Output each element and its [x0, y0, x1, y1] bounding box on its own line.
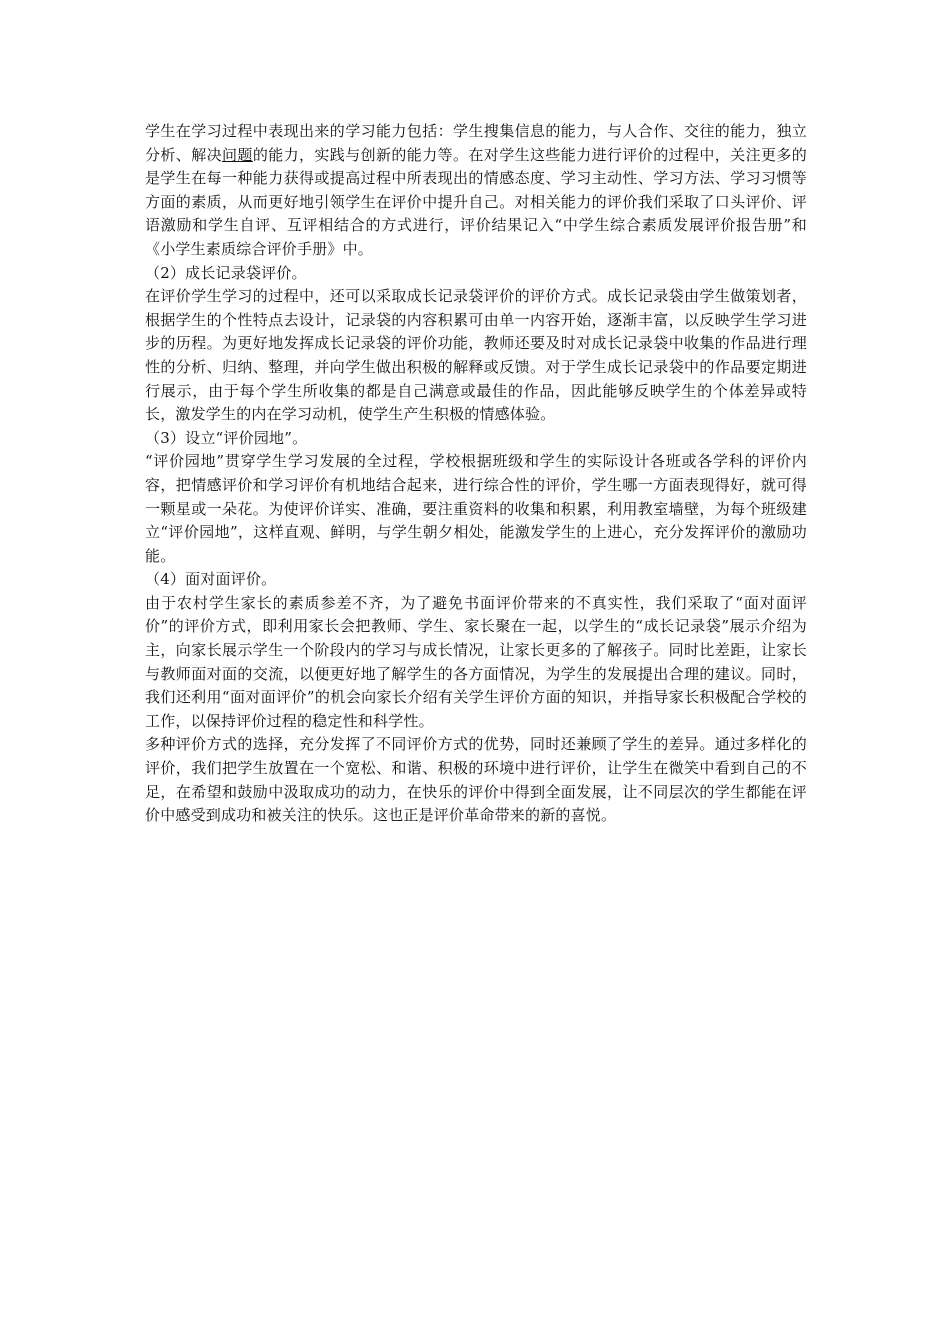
section-heading-evaluation-garden: （3）设立“评价园地”。	[145, 428, 308, 447]
document-body	[145, 120, 807, 828]
paragraph-text: 的能力，实践与创新的能力等。在对学生这些能力进行评价的过程中，关注更多的是学生在每一种能力获得或提高过程中所表现出的情感态度、学习主动性、学习方法、学习习惯等方面的素质，从而更好地引领学生在评价中提升自己。对相关能力的评价我们采取了口头评价、评语激励和学生自评、互评相结合的方式进行，评价结果记入“中学生综合素质发展评价报告册”和《小学生素质综合评价手册》中。	[145, 145, 807, 258]
section-heading-face-to-face: （4）面对面评价。	[145, 570, 277, 589]
paragraph-evaluation-garden: “评价园地”贯穿学生学习发展的全过程，学校根据班级和学生的实际设计各班或各学科的评价内容，把情感评价和学习评价有机地结合起来，进行综合性的评价，学生哪一方面表现得好，就可得一颗星或一朵花。为使评价详实、准确，要注重资料的收集和积累，利用教室墙壁，为每个班级建立“评价园地”，这样直观、鲜明，与学生朝夕相处，能激发学生的上进心，充分发挥评价的激励功能。	[145, 452, 807, 565]
paragraph-conclusion: 多种评价方式的选择，充分发挥了不同评价方式的优势，同时还兼顾了学生的差异。通过多样化的评价，我们把学生放置在一个宽松、和谐、积极的环境中进行评价，让学生在微笑中看到自己的不足，在希望和鼓励中汲取成功的动力，在快乐的评价中得到全面发展，让不同层次的学生都能在评价中感受到成功和被关注的快乐。这也正是评价革命带来的新的喜悦。	[145, 735, 807, 825]
underlined-word: 问题	[222, 145, 253, 164]
paragraph-text: 学生在学习过程中表现出来的学习能力包括：学生搜集信息的能力，与人合作、交往的能力，独立分析、解决	[145, 122, 807, 164]
paragraph-growth-portfolio: 在评价学生学习的过程中，还可以采取成长记录袋评价的评价方式。成长记录袋由学生做策划者，根据学生的个性特点去设计，记录袋的内容积累可由单一内容开始，逐渐丰富，以反映学生学习进步的历程。为更好地发挥成长记录袋的评价功能，教师还要及时对成长记录袋中收集的作品进行理性的分析、归纳、整理，并向学生做出积极的解释或反馈。对于学生成长记录袋中的作品要定期进行展示，由于每个学生所收集的都是自己满意或最佳的作品，因此能够反映学生的个体差异或特长，激发学生的内在学习动机，使学生产生积极的情感体验。	[145, 287, 807, 424]
paragraph-learning-ability	[145, 120, 807, 262]
section-heading-growth-portfolio: （2）成长记录袋评价。	[145, 263, 307, 282]
paragraph-face-to-face: 由于农村学生家长的素质参差不齐，为了避免书面评价带来的不真实性，我们采取了“面对面评价”的评价方式，即利用家长会把教师、学生、家长聚在一起，以学生的“成长记录袋”展示介绍为主，向家长展示学生一个阶段内的学习与成长情况，让家长更多的了解孩子。同时比差距，让家长与教师面对面的交流，以便更好地了解学生的各方面情况，为学生的发展提出合理的建议。同时，我们还利用“面对面评价”的机会向家长介绍有关学生评价方面的知识，并指导家长积极配合学校的工作，以保持评价过程的稳定性和科学性。	[145, 593, 807, 730]
